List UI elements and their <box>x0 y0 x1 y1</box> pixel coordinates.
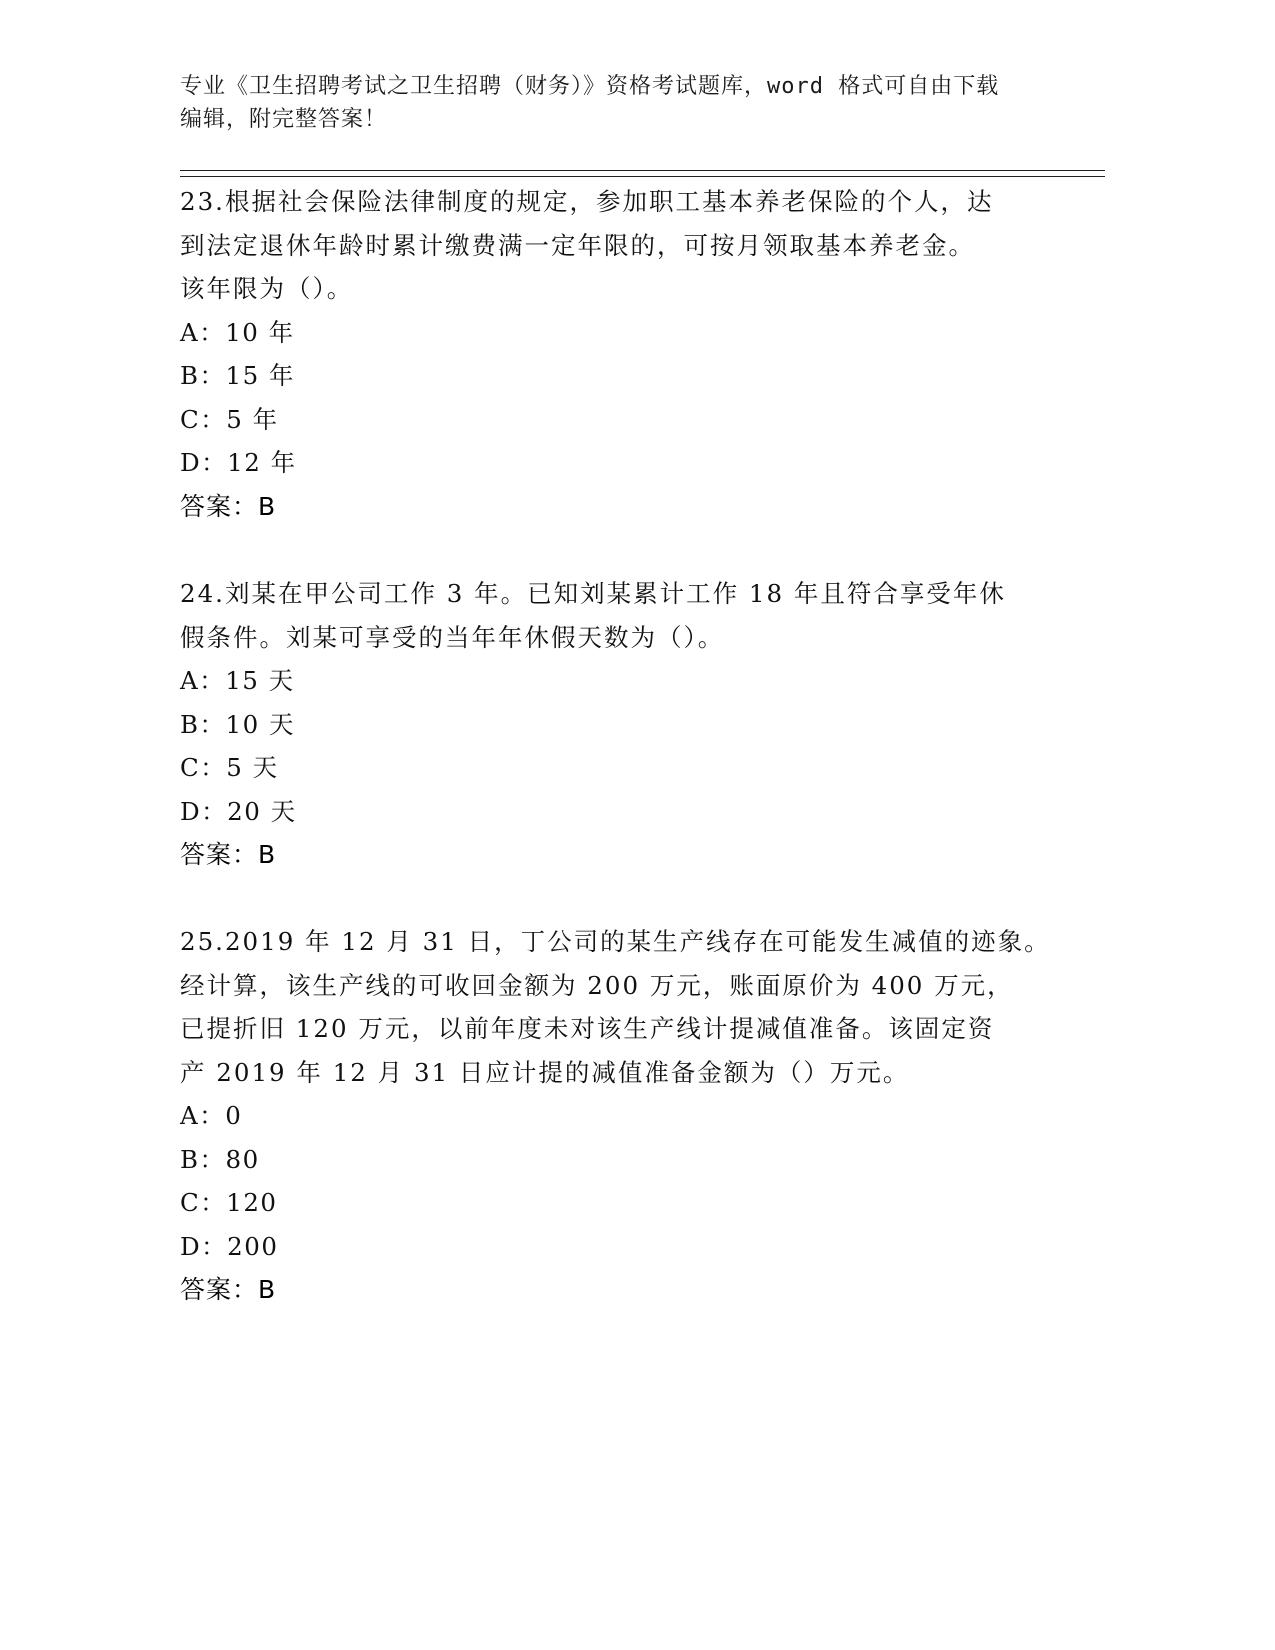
option-b: B：80 <box>180 1144 260 1174</box>
option-a: A：10 年 <box>180 317 295 347</box>
option-c: C：5 天 <box>180 753 279 782</box>
question-24 <box>180 572 1080 877</box>
option-c: C：5 年 <box>180 404 279 434</box>
question-stem-line: 假条件。刘某可享受的当年年休假天数为（）。 <box>180 622 725 652</box>
option-c: C：120 <box>180 1188 278 1217</box>
option-a: A：0 <box>180 1101 243 1130</box>
option-d: D：20 天 <box>180 796 297 826</box>
question-stem-line: 该年限为（）。 <box>180 274 354 303</box>
question-stem-line: 经计算，该生产线的可收回金额为 200 万元，账面原价为 400 万元， <box>180 970 1014 1000</box>
option-b: B：10 天 <box>180 709 295 739</box>
header-line-1: 专业《卫生招聘考试之卫生招聘（财务）》资格考试题库，word 格式可自由下载 <box>180 74 1000 99</box>
header-divider-top <box>180 170 1105 171</box>
question-stem-line: 到法定退休年龄时累计缴费满一定年限的，可按月领取基本养老金。 <box>180 230 975 260</box>
question-stem-line: 25.2019 年 12 月 31 日，丁公司的某生产线存在可能发生减值的迹象。 <box>180 927 1051 956</box>
answer-line: 答案：B <box>180 491 277 521</box>
answer-line: 答案：B <box>180 1275 277 1304</box>
option-a: A：15 天 <box>180 666 295 695</box>
option-b: B：15 年 <box>180 361 295 390</box>
option-d: D：200 <box>180 1231 279 1261</box>
header-divider-bottom <box>180 176 1105 177</box>
question-stem-line: 已提折旧 120 万元，以前年度未对该生产线计提减值准备。该固定资 <box>180 1014 995 1043</box>
question-23 <box>180 180 1080 528</box>
document-header <box>180 70 1080 136</box>
question-stem-line: 23.根据社会保险法律制度的规定，参加职工基本养老保险的个人，达 <box>180 187 994 216</box>
question-25 <box>180 920 1080 1312</box>
question-stem-line: 产 2019 年 12 月 31 日应计提的减值准备金额为（）万元。 <box>180 1057 910 1087</box>
question-stem-line: 24.刘某在甲公司工作 3 年。已知刘某累计工作 18 年且符合享受年休 <box>180 579 1006 608</box>
answer-line: 答案：B <box>180 840 277 869</box>
header-line-2: 编辑，附完整答案！ <box>180 107 388 132</box>
option-d: D：12 年 <box>180 448 297 477</box>
